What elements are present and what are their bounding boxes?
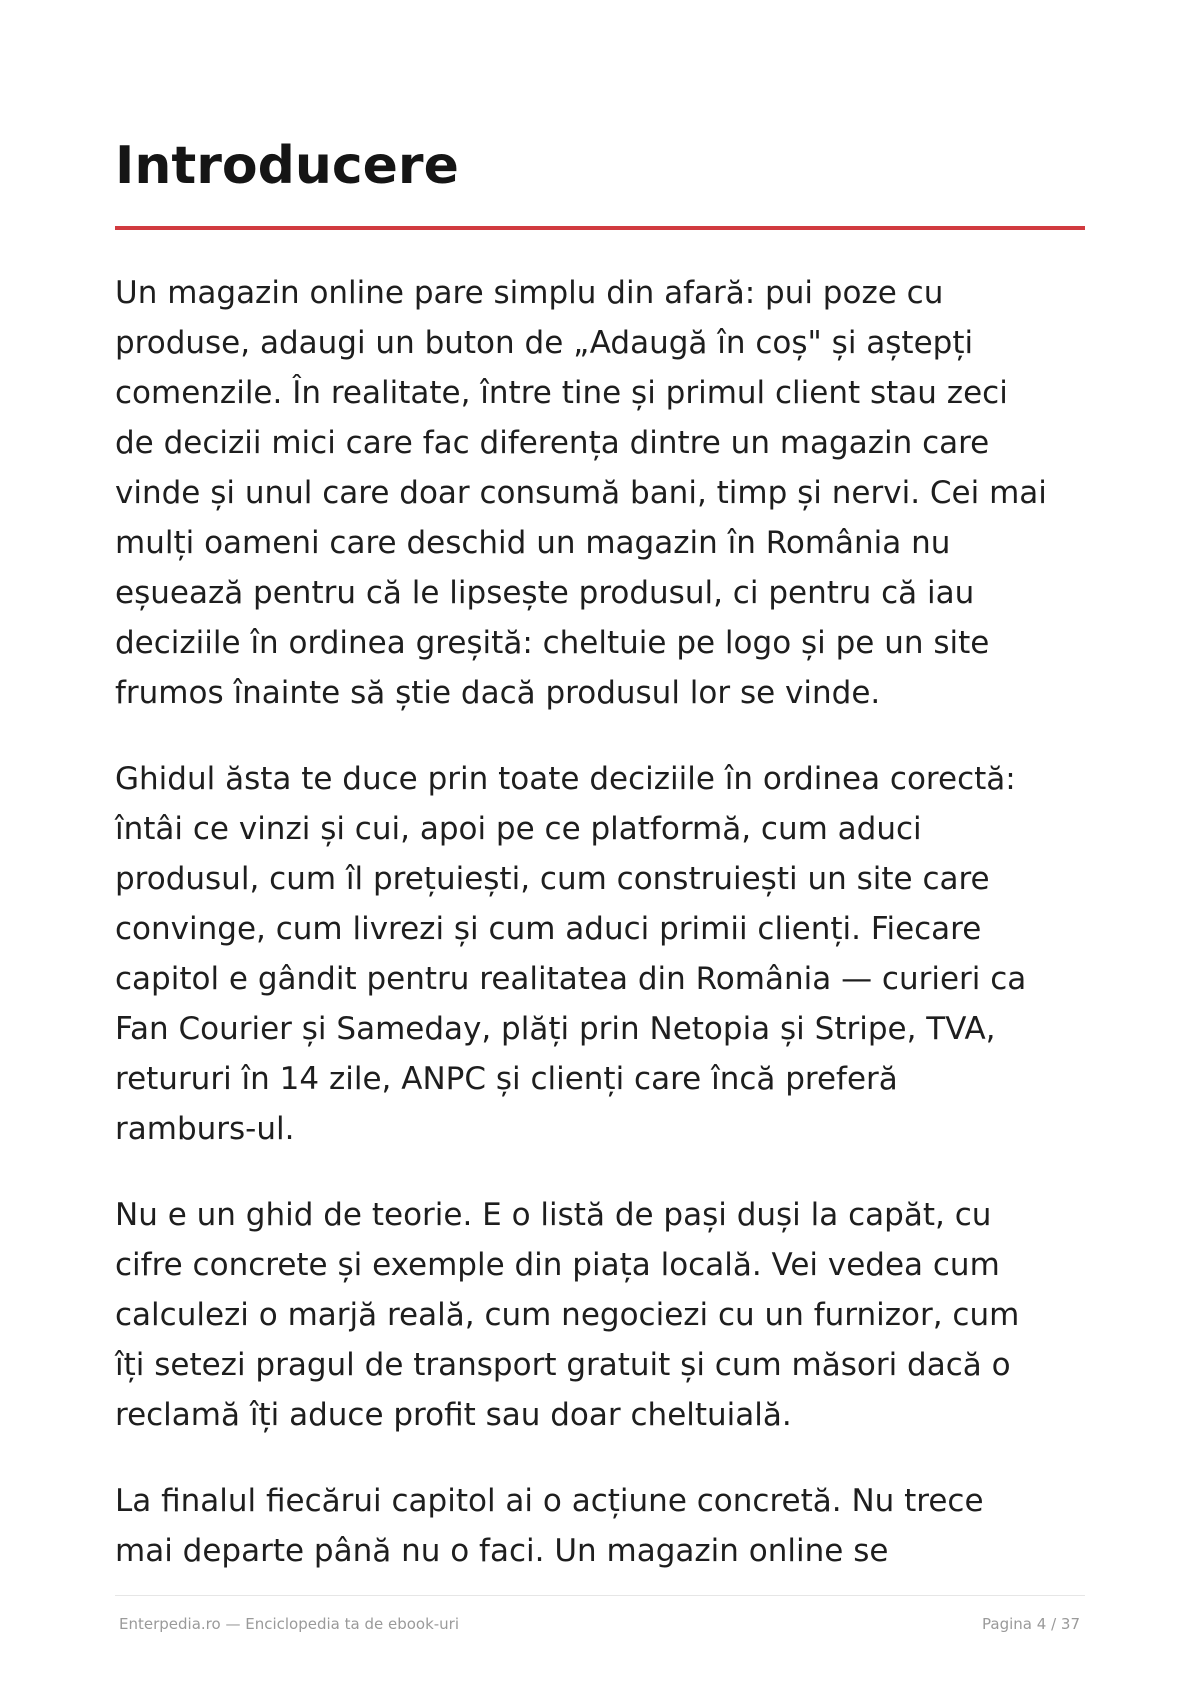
text-line: produse, adaugi un buton de „Adaugă în coș" și aștepți (115, 325, 974, 361)
text-line: deciziile în ordinea greșită: cheltuie pe logo și pe un site (115, 625, 990, 661)
paragraph-3 (115, 1190, 1100, 1440)
body-text (115, 268, 1100, 1612)
text-line: Nu e un ghid de teorie. E o listă de pași duși la capăt, cu (115, 1197, 992, 1233)
text-line: întâi ce vinzi și cui, apoi pe ce platformă, cum aduci (115, 811, 922, 847)
text-line: produsul, cum îl prețuiești, cum construiești un site care (115, 861, 990, 897)
text-line: reclamă îți aduce profit sau doar cheltuială. (115, 1397, 792, 1433)
footer-divider (115, 1595, 1085, 1596)
paragraph-2 (115, 754, 1100, 1154)
footer-site-label: Enterpedia.ro — Enciclopedia ta de ebook-uri (119, 1615, 460, 1633)
text-line: îți setezi pragul de transport gratuit și cum măsori dacă o (115, 1347, 1011, 1383)
paragraph-4 (115, 1476, 1100, 1576)
page-title: Introducere (115, 136, 459, 196)
text-line: Ghidul ăsta te duce prin toate deciziile în ordinea corectă: (115, 761, 1016, 797)
text-line: mulți oameni care deschid un magazin în România nu (115, 525, 951, 561)
title-divider (115, 226, 1085, 230)
text-line: frumos înainte să știe dacă produsul lor se vinde. (115, 675, 881, 711)
text-line: retururi în 14 zile, ANPC și clienți care încă preferă (115, 1061, 898, 1097)
text-line: de decizii mici care fac diferența dintre un magazin care (115, 425, 990, 461)
text-line: ramburs-ul. (115, 1111, 295, 1147)
text-line: capitol e gândit pentru realitatea din România — curieri ca (115, 961, 1027, 997)
text-line: calculezi o marjă reală, cum negociezi cu un furnizor, cum (115, 1297, 1020, 1333)
text-line: La finalul fiecărui capitol ai o acțiune concretă. Nu trece (115, 1483, 984, 1519)
text-line: comenzile. În realitate, între tine și primul client stau zeci (115, 375, 1008, 411)
text-line: mai departe până nu o faci. Un magazin online se (115, 1533, 889, 1569)
text-line: Fan Courier și Sameday, plăți prin Netopia și Stripe, TVA, (115, 1011, 996, 1047)
text-line: vinde și unul care doar consumă bani, timp și nervi. Cei mai (115, 475, 1047, 511)
paragraph-1 (115, 268, 1100, 718)
text-line: cifre concrete și exemple din piața locală. Vei vedea cum (115, 1247, 1000, 1283)
text-line: convinge, cum livrezi și cum aduci primii clienți. Fiecare (115, 911, 982, 947)
page-number: Pagina 4 / 37 (982, 1615, 1080, 1633)
document-page (115, 0, 1085, 1683)
text-line: eșuează pentru că le lipsește produsul, ci pentru că iau (115, 575, 975, 611)
text-line: Un magazin online pare simplu din afară: pui poze cu (115, 275, 944, 311)
